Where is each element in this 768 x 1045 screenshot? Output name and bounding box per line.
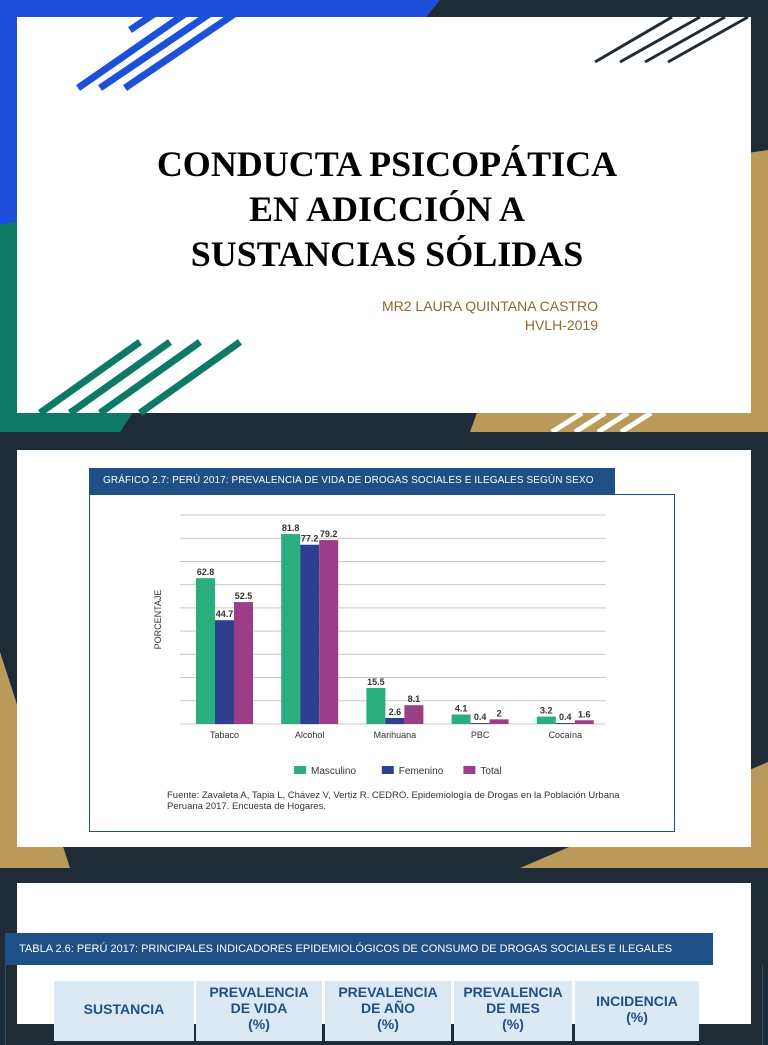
chart-source: Fuente: Zavaleta A, Tapia L, Chávez V, Vertiz R. CEDRO. Epidemiología de Drogas en la Población Urbana Peruana 2017. Encuesta de Hogares. <box>167 790 620 812</box>
column-header-incidencia: INCIDENCIA (%) <box>575 981 699 1041</box>
category-label: Tabaco <box>209 730 240 740</box>
bar-total <box>404 705 423 724</box>
presentation-title: CONDUCTA PSICOPÁTICA EN ADICCIÓN A SUSTANCIAS SÓLIDAS <box>156 144 618 274</box>
category-label: Marihuana <box>373 730 417 740</box>
chart-header: GRÁFICO 2.7: PERÚ 2017: PREVALENCIA DE VIDA DE DROGAS SOCIALES E ILEGALES SEGÚN SEXO <box>89 468 615 494</box>
data-label: 8.1 <box>407 694 421 705</box>
bar-masculino <box>196 578 215 724</box>
bar-total <box>575 720 594 724</box>
data-label: 52.5 <box>234 591 253 602</box>
bar-femenino <box>385 718 404 724</box>
data-label: 79.2 <box>319 529 338 540</box>
author-block <box>382 297 598 335</box>
data-label: 15.5 <box>367 677 385 688</box>
column-header-prevalencia-mes: PREVALENCIA DE MES (%) <box>454 981 572 1041</box>
bar-masculino <box>537 717 556 724</box>
bar-masculino <box>281 534 300 724</box>
column-header-prevalencia-vida: PREVALENCIA DE VIDA (%) <box>196 981 322 1041</box>
bar-masculino <box>452 714 471 724</box>
category-label: Alcohol <box>294 730 325 740</box>
data-label: 44.7 <box>215 609 234 620</box>
legend-swatch-masculino <box>294 766 306 774</box>
data-label: 2 <box>496 708 502 719</box>
table-header: TABLA 2.6: PERÚ 2017: PRINCIPALES INDICADORES EPIDEMIOLÓGICOS DE CONSUMO DE DROGAS SOCIALES E ILEGALES <box>5 933 713 965</box>
data-label: 2.6 <box>388 706 402 717</box>
bar-femenino <box>471 723 490 724</box>
data-label: 3.2 <box>540 705 553 716</box>
bar-total <box>319 540 338 724</box>
institution: HVLH-2019 <box>524 317 598 333</box>
data-label: 62.8 <box>196 567 215 578</box>
bar-femenino <box>300 545 319 724</box>
y-axis-label: PORCENTAJE <box>153 589 163 650</box>
bar-total <box>234 602 253 724</box>
data-label: 4.1 <box>454 703 468 714</box>
bar-total <box>490 719 509 724</box>
data-label: 81.8 <box>281 523 300 534</box>
legend-swatch-total <box>463 766 475 774</box>
slide-1[interactable] <box>0 0 768 432</box>
data-label: 1.6 <box>578 709 591 720</box>
column-header-prevalencia-ano: PREVALENCIA DE AÑO (%) <box>325 981 451 1041</box>
author-name: MR2 LAURA QUINTANA CASTRO <box>381 298 598 314</box>
legend-swatch-femenino <box>382 766 394 774</box>
category-label: Cocaína <box>548 730 583 740</box>
bar-masculino <box>366 688 385 724</box>
bar-femenino <box>556 723 575 724</box>
legend-label: Masculino <box>311 766 357 777</box>
category-label: PBC <box>470 730 490 740</box>
column-header-sustancia: SUSTANCIA <box>54 981 194 1041</box>
bar-femenino <box>215 620 234 724</box>
legend-label: Femenino <box>398 766 444 777</box>
data-label: 0.4 <box>559 712 572 723</box>
data-label: 0.4 <box>473 712 487 723</box>
legend-label: Total <box>480 766 502 777</box>
bar-chart <box>89 494 675 832</box>
data-label: 77.2 <box>300 533 319 544</box>
